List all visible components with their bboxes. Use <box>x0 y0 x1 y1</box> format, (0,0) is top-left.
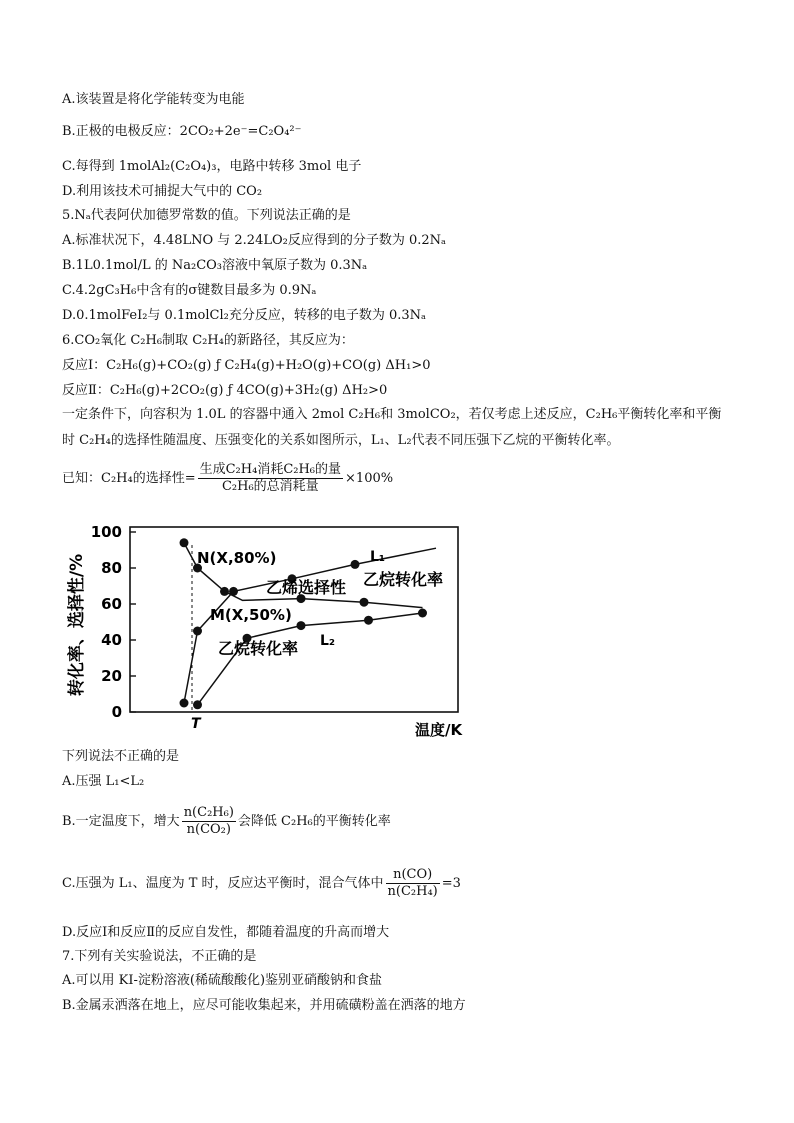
data-point <box>193 627 202 636</box>
q6-known <box>62 462 393 496</box>
q6-option-c <box>62 866 461 902</box>
series-line-2 <box>198 613 423 705</box>
data-point <box>360 598 369 607</box>
q4-option-d: D.利用该技术可捕捉大气中的 CO₂ <box>62 184 263 199</box>
label-conversion-L1: 乙烷转化率 <box>363 570 444 589</box>
option-b-denominator: n(CO₂) <box>186 822 231 837</box>
y-tick-label: 40 <box>101 631 122 649</box>
fraction-denominator: C₂H₆的总消耗量 <box>221 479 319 494</box>
selectivity-fraction <box>198 462 343 495</box>
q6-reaction-1: 反应Ⅰ：C₂H₆(g)+CO₂(g) ƒ C₂H₄(g)+H₂O(g)+CO(g) ΔH₁>0 <box>62 358 431 373</box>
q5-option-d: D.0.1molFeI₂与 0.1molCl₂充分反应，转移的电子数为 0.3Nₐ <box>62 308 427 323</box>
y-axis-label: 转化率、选择性/% <box>67 553 87 697</box>
label-selectivity: 乙烯选择性 <box>266 578 347 597</box>
data-point <box>418 609 427 618</box>
data-point <box>193 700 202 709</box>
y-tick-label: 20 <box>101 667 122 685</box>
q6-option-b <box>62 804 391 840</box>
known-prefix: 已知：C₂H₄的选择性= <box>62 471 196 486</box>
q6-stem: 6.CO₂氧化 C₂H₆制取 C₂H₄的新路径，其反应为： <box>62 333 354 348</box>
q6-paragraph: 一定条件下，向容积为 1.0L 的容器中通入 2mol C₂H₆和 3molCO₂，若仅考虑上述反应，C₂H₆平衡转化率和平衡时 C₂H₄的选择性随温度、压强变化的关系如图所示，L₁、L₂代表不同压强下乙烷的平衡转化率。 <box>62 407 722 448</box>
option-c-numerator: n(CO) <box>386 867 440 884</box>
option-b-numerator: n(C₂H₆) <box>183 805 234 820</box>
option-c-pre: C.压强为 L₁、温度为 T 时，反应达平衡时，混合气体中 <box>62 876 384 891</box>
y-tick-label: 0 <box>111 703 122 721</box>
label-L2: L₂ <box>320 633 336 649</box>
data-point <box>180 538 189 547</box>
q6-option-d: D.反应Ⅰ和反应Ⅱ的反应自发性，都随着温度的升高而增大 <box>62 925 390 940</box>
q7-option-b: B.金属汞洒落在地上，应尽可能收集起来，并用硫磺粉盖在洒落的地方 <box>62 998 466 1013</box>
q4-option-c: C.每得到 1molAl₂(C₂O₄)₃，电路中转移 3mol 电子 <box>62 159 362 174</box>
label-N: N(X,80%) <box>197 549 277 567</box>
known-suffix: ×100% <box>345 471 394 486</box>
x-axis-label: 温度/K <box>415 721 463 739</box>
option-c-fraction <box>386 867 440 900</box>
label-M: M(X,50%) <box>210 606 292 624</box>
data-point <box>180 699 189 708</box>
q4-option-a: A.该装置是将化学能转变为电能 <box>62 92 245 107</box>
label-conversion-L2: 乙烷转化率 <box>218 639 299 658</box>
q6-reaction-2: 反应Ⅱ：C₂H₆(g)+2CO₂(g) ƒ 4CO(g)+3H₂(g) ΔH₂>0 <box>62 383 388 398</box>
q7-stem: 7.下列有关实验说法，不正确的是 <box>62 949 257 964</box>
q6-question: 下列说法不正确的是 <box>62 749 180 764</box>
q5-option-b: B.1L0.1mol/L 的 Na₂CO₃溶液中氧原子数为 0.3Nₐ <box>62 258 368 273</box>
x-tick-T: T <box>191 716 201 732</box>
option-b-fraction <box>182 805 236 838</box>
y-tick-label: 100 <box>90 523 122 541</box>
data-point <box>351 560 360 569</box>
y-tick-label: 80 <box>101 559 122 577</box>
q5-option-c: C.4.2gC₃H₆中含有的σ键数目最多为 0.9Nₐ <box>62 283 317 298</box>
option-c-post: =3 <box>441 876 461 891</box>
option-b-post: 会降低 C₂H₆的平衡转化率 <box>237 814 391 829</box>
q5-stem: 5.Nₐ代表阿伏加德罗常数的值。下列说法正确的是 <box>62 208 351 223</box>
data-point <box>364 616 373 625</box>
q6-option-a: A.压强 L₁<L₂ <box>62 774 145 789</box>
data-point <box>297 621 306 630</box>
label-L1: L₁ <box>370 549 386 565</box>
conversion-selectivity-chart <box>60 515 480 745</box>
q5-option-a: A.标准状况下，4.48LNO 与 2.24LO₂反应得到的分子数为 0.2Nₐ <box>62 233 447 248</box>
option-b-pre: B.一定温度下，增大 <box>62 814 180 829</box>
fraction-numerator: 生成C₂H₄消耗C₂H₆的量 <box>199 462 342 477</box>
option-c-denominator: n(C₂H₄) <box>387 884 438 899</box>
q4-option-b: B.正极的电极反应：2CO₂+2e⁻=C₂O₄²⁻ <box>62 124 302 139</box>
q7-option-a: A.可以用 KI-淀粉溶液(稀硫酸酸化)鉴别亚硝酸钠和食盐 <box>62 973 383 988</box>
y-tick-label: 60 <box>101 595 122 613</box>
data-point <box>220 587 229 596</box>
plot-frame <box>130 527 458 712</box>
